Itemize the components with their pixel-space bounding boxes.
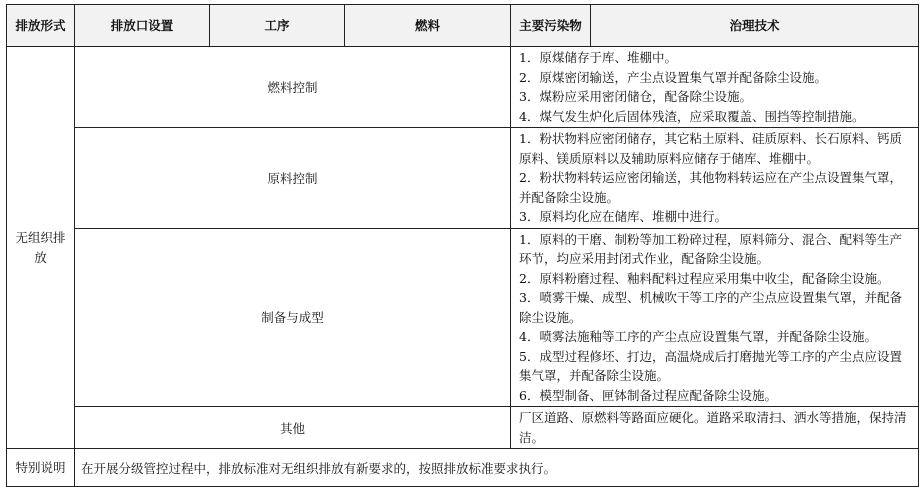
header-emission-type: 排放形式 [7,5,75,47]
treatment-line: 3．原料均化应在储库、堆棚中进行。 [519,209,727,224]
treatment-line: 1．原料的干磨、制粉等加工粉碎过程，原料筛分、混合、配料等生产环节，均应采用封闭式作业，配备除尘设施。 [519,231,902,266]
table-row [7,449,919,487]
emission-control-table [6,4,919,487]
table-row [7,228,919,407]
treatment-line: 1．原煤储存于库、堆棚中。 [519,50,677,65]
treatment-line: 3．喷雾干燥、成型、机械吹干等工序的产尘点应设置集气罩，并配备除尘设施。 [519,290,902,325]
treatment-cell [511,47,919,128]
process-cell: 燃料控制 [75,47,511,128]
treatment-line: 2．原料粉磨过程、釉料配料过程应采用集中收尘，配备除尘设施。 [519,270,890,286]
treatment-line: 厂区道路、原燃料等路面应硬化。道路采取清扫、洒水等措施，保持清洁。 [519,410,907,445]
special-note-text: 在开展分级管控过程中，排放标准对无组织排放有新要求的，按照排放标准要求执行。 [75,449,919,487]
process-cell: 其他 [75,407,511,449]
process-cell: 制备与成型 [75,228,511,407]
header-outlet-setting: 排放口设置 [75,5,210,47]
table-header-row [7,5,919,47]
treatment-line: 4．煤气发生炉化后固体残渣，应采取覆盖、围挡等控制措施。 [519,108,865,124]
treatment-cell [511,128,919,229]
special-note-label: 特别说明 [7,449,75,487]
process-cell: 原料控制 [75,128,511,229]
treatment-line: 3．煤粉应采用密闭储仓，配备除尘设施。 [519,89,752,104]
header-treatment-tech: 治理技术 [591,5,919,47]
table-row [7,128,919,229]
treatment-line: 2．粉状物料转运应密闭输送，其他物料转运应在产尘点设置集气罩，并配备除尘设施。 [519,170,902,205]
header-process: 工序 [210,5,345,47]
treatment-line: 4．喷雾法施釉等工序的产尘点应设置集气罩，并配备除尘设施。 [519,329,877,344]
treatment-line: 1．粉状物料应密闭储存，其它粘土原料、硅质原料、长石原料、钙质原料、镁质原料以及辅助原料应储存于储库、堆棚中。 [519,131,902,166]
treatment-cell [511,407,919,449]
header-main-pollutant: 主要污染物 [511,5,591,47]
treatment-line: 2．原煤密闭输送，产尘点设置集气罩并配备除尘设施。 [519,69,827,85]
section-label-fugitive-emission: 无组织排放 [7,47,75,449]
treatment-line: 5．成型过程修坯、打边，高温烧成后打磨抛光等工序的产尘点应设置集气罩，并配备除尘设施。 [519,348,902,383]
treatment-cell [511,228,919,407]
table-row [7,407,919,449]
treatment-line: 6．模型制备、匣钵制备过程应配备除尘设施。 [519,387,777,403]
table-row [7,47,919,128]
header-fuel: 燃料 [345,5,511,47]
